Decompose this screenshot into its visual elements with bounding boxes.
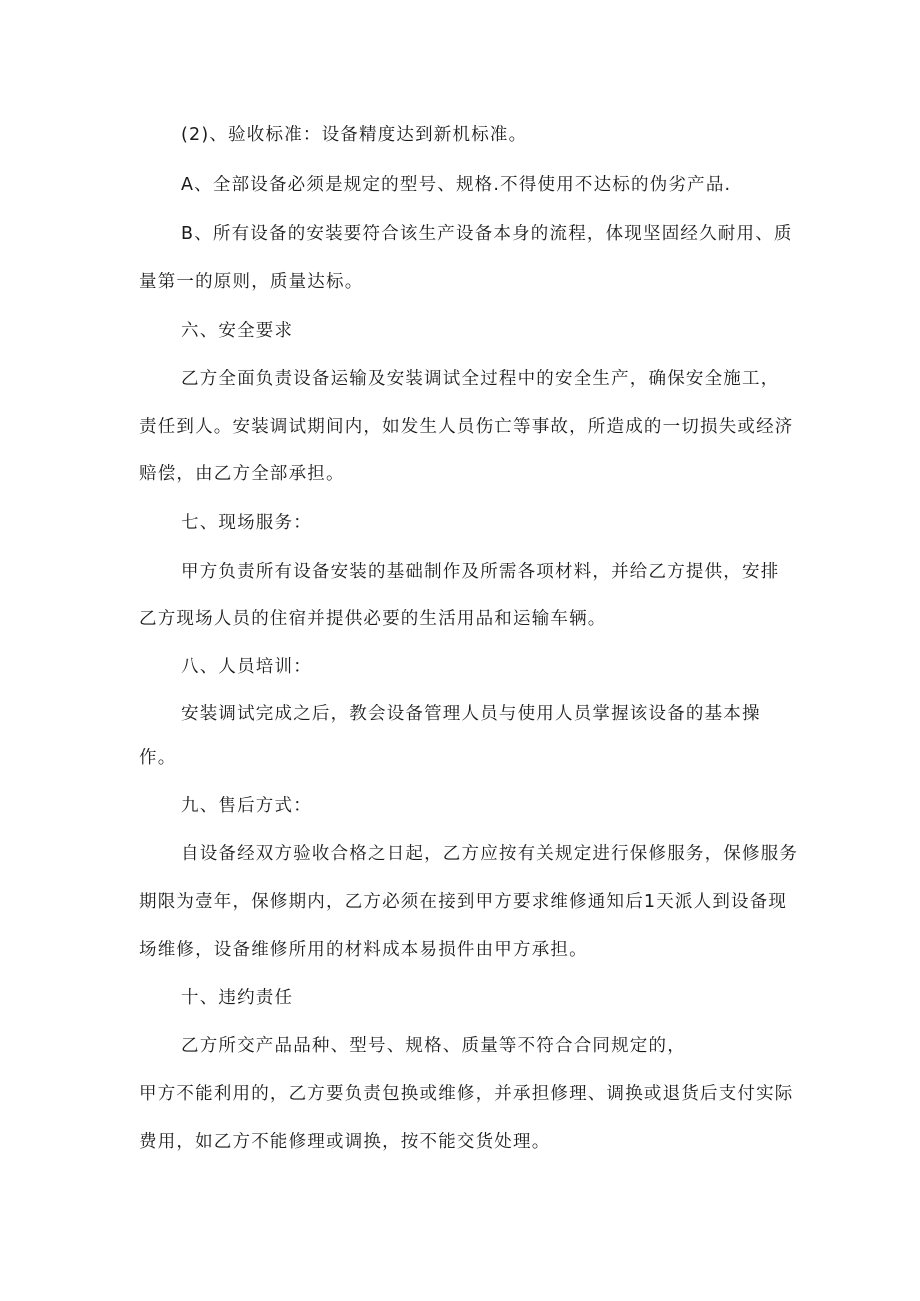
- onsite-paragraph-line-1: 甲方负责所有设备安装的基础制作及所需各项材料，并给乙方提供，安排: [181, 562, 780, 582]
- section-heading-after-sales: 九、售后方式：: [181, 796, 312, 816]
- acceptance-item-b-line-1: B、所有设备的安装要符合该生产设备本身的流程，体现坚固经久耐用、质: [181, 224, 793, 244]
- after-sales-paragraph-line-3: 场维修，设备维修所用的材料成本易损件由甲方承担。: [139, 940, 588, 960]
- after-sales-paragraph-line-2: 期限为壹年，保修期内，乙方必须在接到甲方要求维修通知后1天派人到设备现: [139, 892, 788, 912]
- section-heading-safety: 六、安全要求: [181, 321, 294, 341]
- training-paragraph-line-2: 作。: [139, 748, 177, 768]
- acceptance-standard-line: (2)、验收标准：设备精度达到新机标准。: [181, 125, 528, 145]
- onsite-paragraph-line-2: 乙方现场人员的住宿并提供必要的生活用品和运输车辆。: [139, 609, 607, 629]
- training-paragraph-line-1: 安装调试完成之后，教会设备管理人员与使用人员掌握该设备的基本操: [181, 704, 761, 724]
- section-heading-training: 八、人员培训：: [181, 657, 312, 677]
- acceptance-item-a: A、全部设备必须是规定的型号、规格.不得使用不达标的伪劣产品.: [181, 175, 732, 195]
- acceptance-item-b-line-2: 量第一的原则，质量达标。: [139, 272, 364, 292]
- section-heading-onsite-service: 七、现场服务：: [181, 513, 312, 533]
- safety-paragraph-line-1: 乙方全面负责设备运输及安装调试全过程中的安全生产，确保安全施工，: [181, 369, 780, 389]
- section-heading-liability: 十、违约责任: [181, 988, 294, 1008]
- safety-paragraph-line-3: 赔偿，由乙方全部承担。: [139, 464, 345, 484]
- after-sales-paragraph-line-1: 自设备经双方验收合格之日起，乙方应按有关规定进行保修服务，保修服务: [181, 844, 799, 864]
- liability-paragraph-line-2: 甲方不能利用的，乙方要负责包换或维修，并承担修理、调换或退货后支付实际: [139, 1084, 794, 1104]
- safety-paragraph-line-2: 责任到人。安装调试期间内，如发生人员伤亡等事故，所造成的一切损失或经济: [139, 417, 794, 437]
- liability-paragraph-line-1: 乙方所交产品品种、型号、规格、质量等不符合合同规定的，: [181, 1036, 686, 1056]
- liability-paragraph-line-3: 费用，如乙方不能修理或调换，按不能交货处理。: [139, 1132, 551, 1152]
